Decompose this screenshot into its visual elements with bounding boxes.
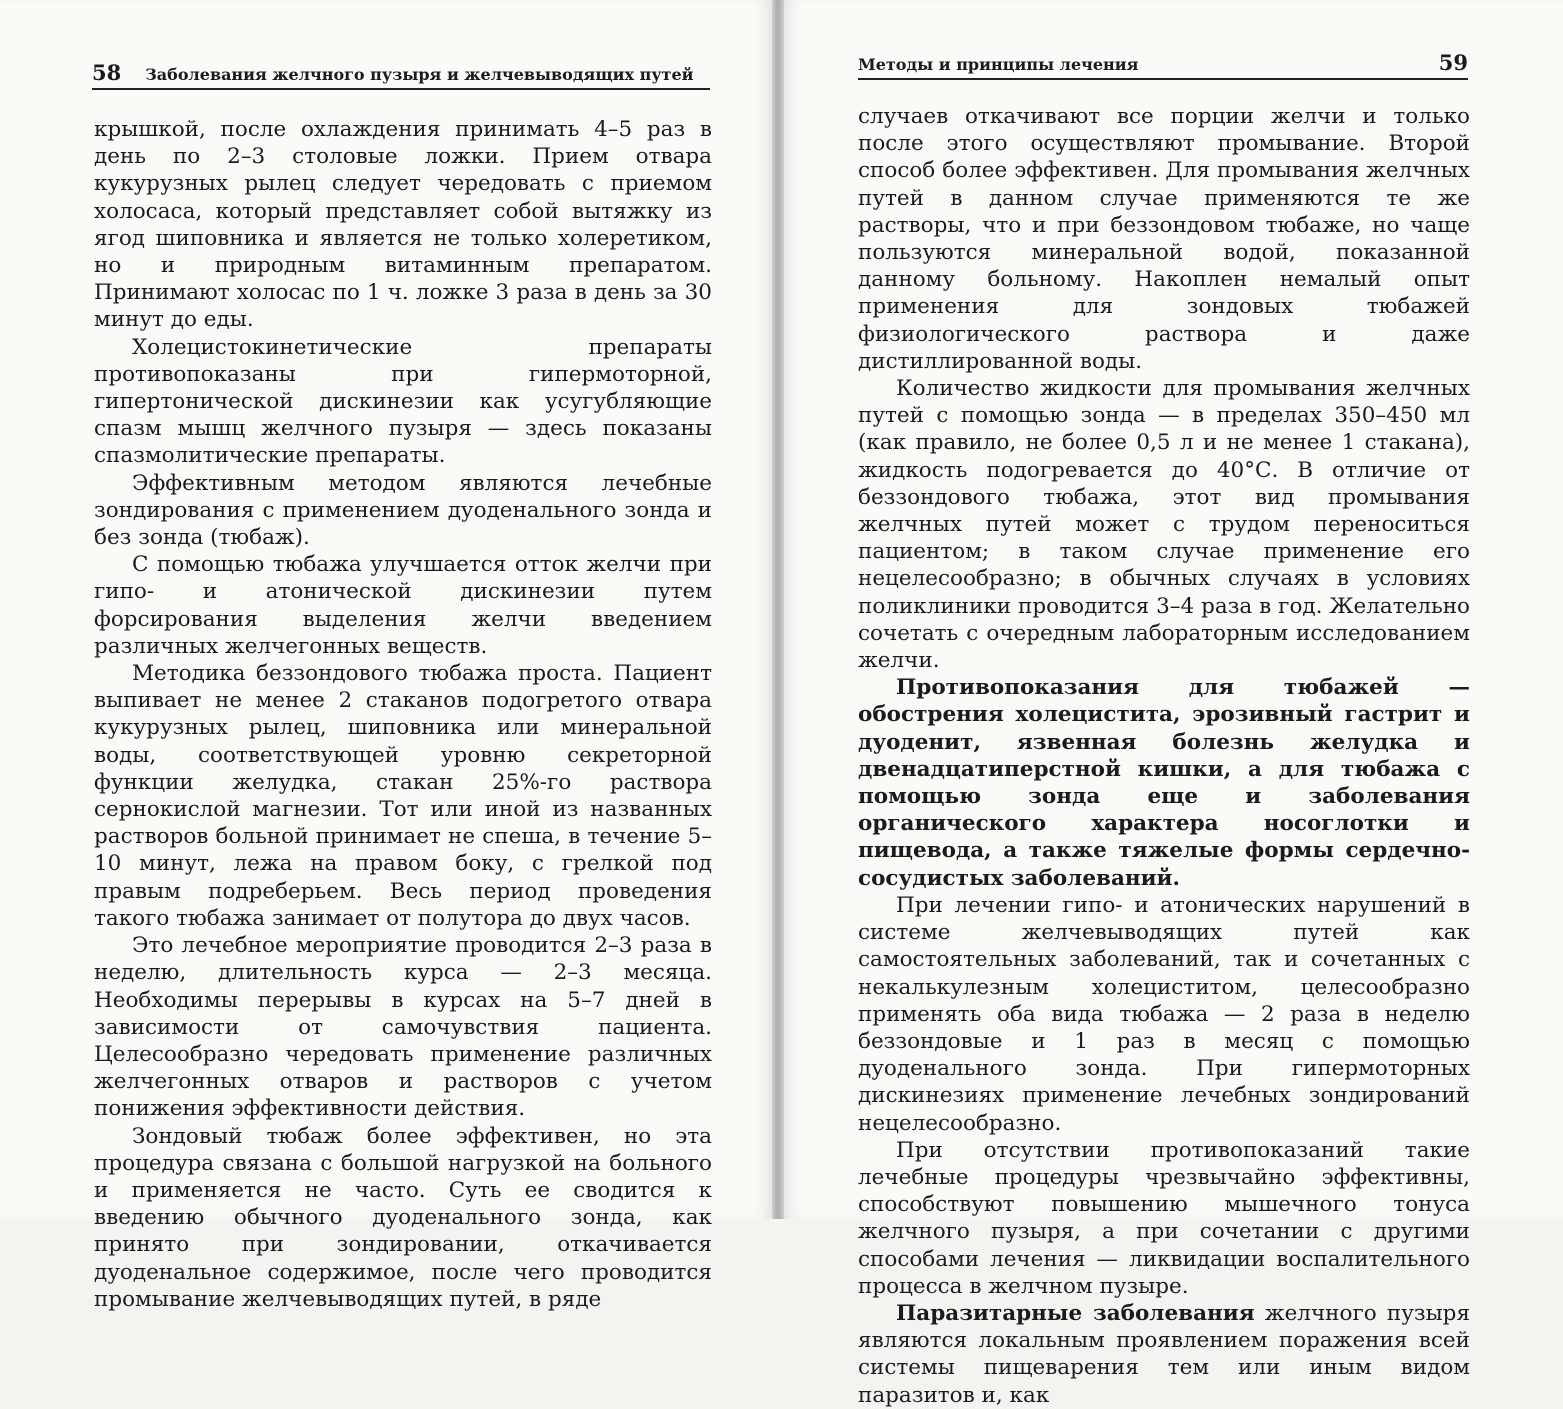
left-page-header bbox=[92, 60, 710, 90]
paragraph: При лечении гипо- и атонических нарушений в системе желчевыводящих путей как самостоятельных заболеваний, так и сочетанных с некалькулезным холециститом, целесообразно применять оба вида тюбажа — 2 раза в неделю беззондовые и 1 раз в месяц с помощью дуоденального зонда. При гипермоторных дискинезиях применение лечебных зондирований нецелесообразно. bbox=[858, 892, 1470, 1136]
paragraph: При отсутствии противопоказаний такие лечебные процедуры чрезвычайно эффективны, способствуют повышению мышечного тонуса желчного пузыря, а при сочетании с другими способами лечения — ликвидации воспалительного процесса в желчном пузыре. bbox=[858, 1137, 1470, 1299]
paragraph: Методика беззондового тюбажа проста. Пациент выпивает не менее 2 стаканов подогретого отвара кукурузных рылец, шиповника или минеральной воды, соответствующей уровню секреторной функции желудка, стакан 25%-го раствора сернокислой магнезии. Тот или иной из названных растворов больной принимает не спеша, в течение 5–10 минут, лежа на правом боку, с грелкой под правым подреберьем. Весь период проведения такого тюбажа занимает от полутора до двух часов. bbox=[94, 661, 712, 931]
right-page-header bbox=[858, 50, 1468, 80]
paragraph: крышкой, после охлаждения принимать 4–5 раз в день по 2–3 столовые ложки. Прием отвара кукурузных рылец следует чередовать с приемом холосаса, который представляет собой вытяжку из ягод шиповника и является не только холеретиком, но и природным витаминным препаратом. Принимают холосас по 1 ч. ложке 3 раза в день за 30 минут до еды. bbox=[94, 117, 712, 333]
paragraph: Количество жидкости для промывания желчных путей с помощью зонда — в пределах 350–450 мл (как правило, не более 0,5 л и не менее 1 стакана), жидкость подогревается до 40°С. В отличие от беззондового тюбажа, этот вид промывания желчных путей может с трудом переноситься пациентом; в таком случае применение его нецелесообразно; в обычных случаях в условиях поликлиники проводится 3–4 раза в год. Желательно сочетать с очередным лабораторным исследованием желчи. bbox=[858, 376, 1470, 674]
running-head: Заболевания желчного пузыря и желчевыводящих путей bbox=[145, 65, 694, 84]
book-gutter bbox=[772, 0, 784, 1219]
contraindications-paragraph: Противопоказания для тюбажей — обострения холецистита, эрозивный гастрит и дуоденит, язвенная болезнь желудка и двенадцатиперстной кишки, а для тюбажа с помощью зонда еще и заболевания органического характера носоглотки и пищевода, а также тяжелые формы сердечно-сосудистых заболеваний. bbox=[858, 675, 1470, 891]
paragraph-text: желчного пузыря являются локальным проявлением поражения всей системы пищеварения тем или иным видом паразитов и, как bbox=[858, 1300, 1471, 1408]
left-page-body bbox=[94, 116, 712, 1313]
paragraph: С помощью тюбажа улучшается отток желчи при гипо- и атонической дискинезии путем форсирования выделения желчи введением различных желчегонных веществ. bbox=[94, 552, 712, 659]
page-number: 59 bbox=[1438, 50, 1468, 75]
running-head: Методы и принципы лечения bbox=[858, 55, 1139, 74]
right-page-body bbox=[858, 103, 1470, 1409]
paragraph: Зондовый тюбаж более эффективен, но эта процедура связана с большой нагрузкой на больного и применяется не часто. Суть ее сводится к введению обычного дуоденального зонда, как принято при зондировании, откачивается дуоденальное содержимое, после чего проводится промывание желчевыводящих путей, в ряде bbox=[94, 1123, 712, 1312]
paragraph: случаев откачивают все порции желчи и только после этого осуществляют промывание. Второй способ более эффективен. Для промывания желчных путей в данном случае применяются те же растворы, что и при беззондовом тюбаже, но чаще пользуются минеральной водой, показанной данному больному. Накоплен немалый опыт применения для зондовых тюбажей физиологического раствора и даже дистиллированной воды. bbox=[858, 104, 1470, 374]
paragraph: Холецистокинетические препараты противопоказаны при гипермоторной, гипертонической дискинезии как усугубляющие спазм мышц желчного пузыря — здесь показаны спазмолитические препараты. bbox=[94, 334, 712, 469]
paragraph bbox=[858, 1300, 1470, 1409]
paragraph: Эффективным методом являются лечебные зондирования с применением дуоденального зонда и без зонда (тюбаж). bbox=[94, 470, 712, 551]
paragraph: Это лечебное мероприятие проводится 2–3 раза в неделю, длительность курса — 2–3 месяца. Необходимы перерывы в курсах на 5–7 дней в зависимости от самочувствия пациента. Целесообразно чередовать применение различных желчегонных отваров и растворов с учетом понижения эффективности действия. bbox=[94, 933, 712, 1122]
left-page bbox=[0, 0, 778, 1312]
page-number: 58 bbox=[92, 60, 122, 85]
right-page bbox=[778, 0, 1563, 1408]
section-term: Паразитарные заболевания bbox=[896, 1300, 1255, 1326]
